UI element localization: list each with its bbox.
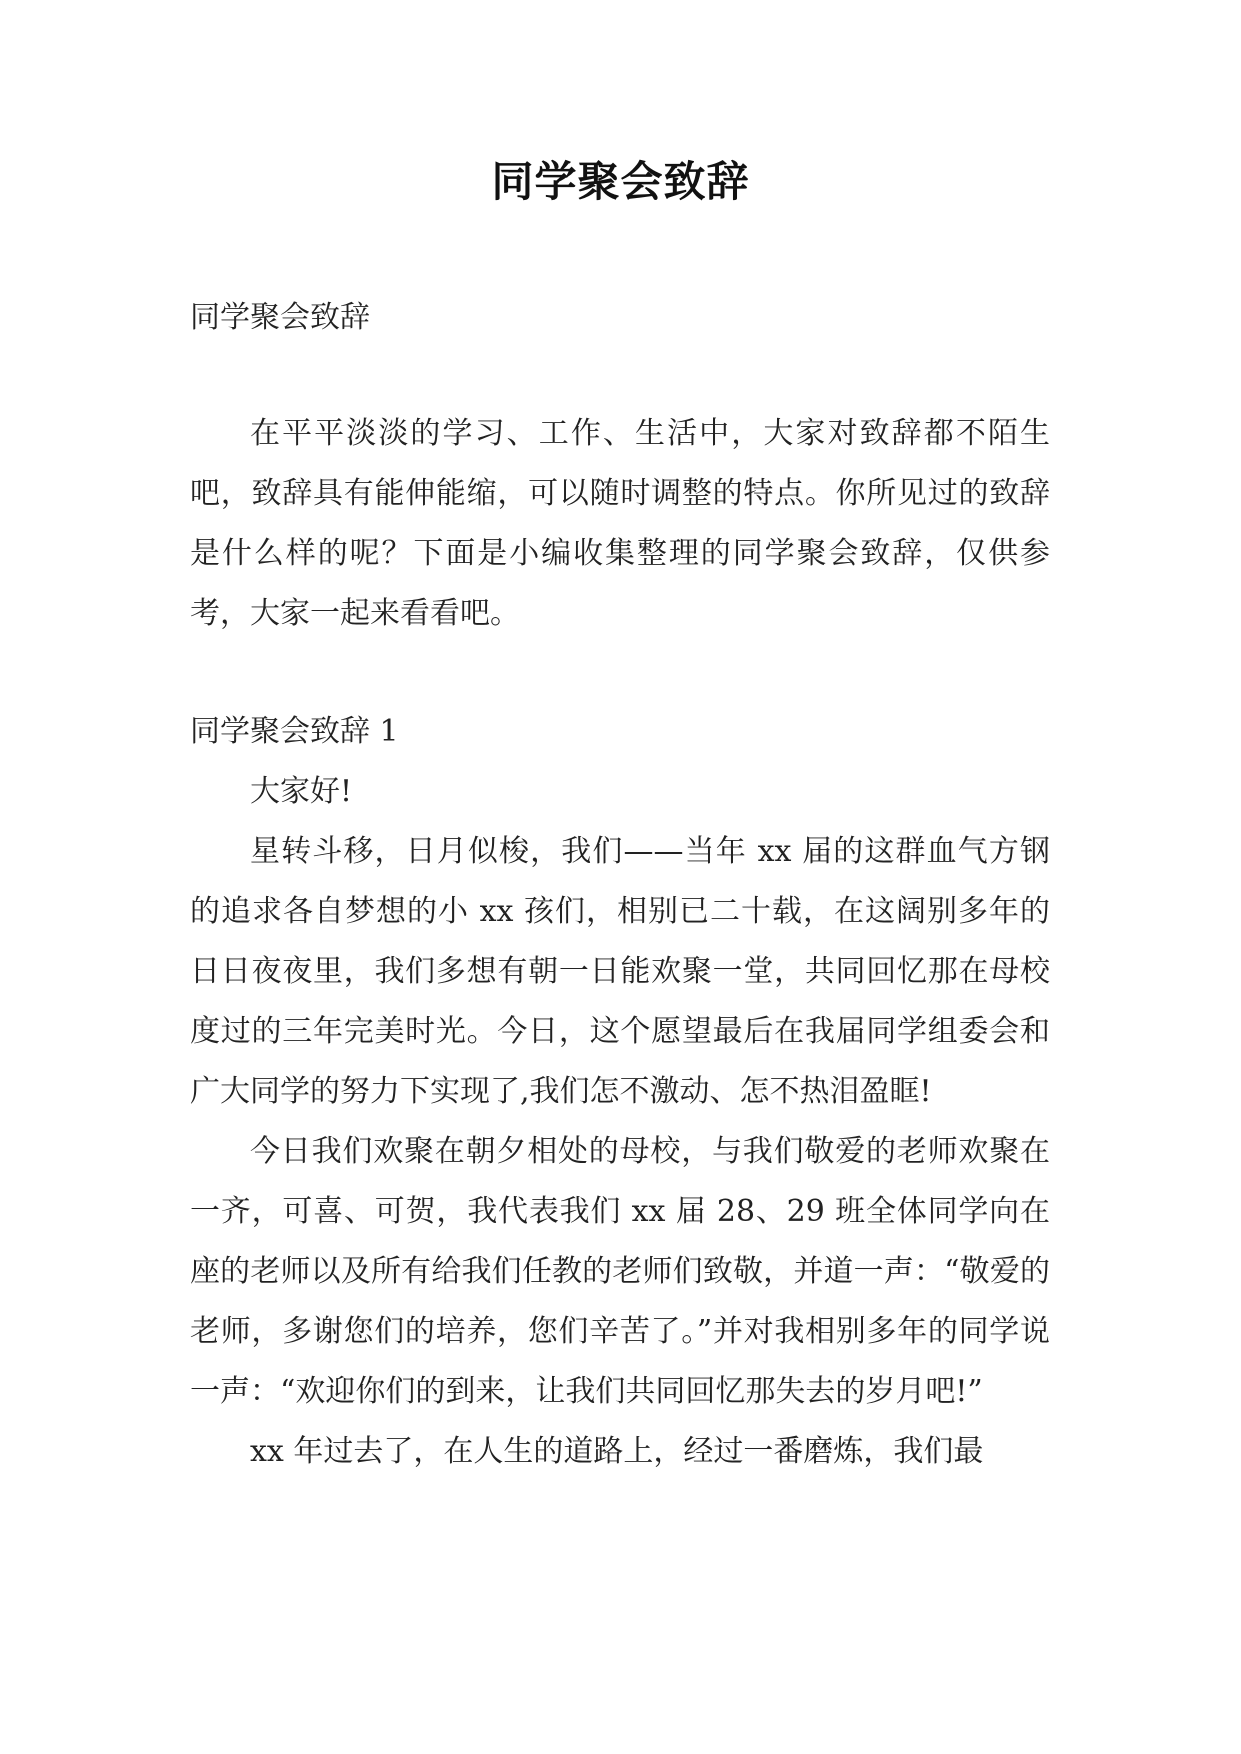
body-paragraph: 星转斗移，日月似梭，我们——当年 xx 届的这群血气方钢的追求各自梦想的小 xx 孩们，相别已二十载，在这阔别多年的日日夜夜里，我们多想有朝一日能欢聚一堂，共同回忆那在母校度过的三年完美时光。今日，这个愿望最后在我届同学组委会和广大同学的努力下实现了,我们怎不激动、怎不热泪盈眶! <box>190 834 1050 1109</box>
section-heading: 同学聚会致辞 1 <box>190 714 399 749</box>
document-title: 同学聚会致辞 <box>491 157 750 206</box>
document-body <box>190 288 1050 1482</box>
intro-paragraph: 在平平淡淡的学习、工作、生活中，大家对致辞都不陌生吧，致辞具有能伸能缩，可以随时调整的特点。你所见过的致辞是什么样的呢？下面是小编收集整理的同学聚会致辞，仅供参考，大家一起来看看吧。 <box>190 416 1050 631</box>
document-subtitle: 同学聚会致辞 <box>190 300 370 335</box>
body-paragraph: 今日我们欢聚在朝夕相处的母校，与我们敬爱的老师欢聚在一齐，可喜、可贺，我代表我们 xx 届 28、29 班全体同学向在座的老师以及所有给我们任教的老师们致敬，并道一声：“敬爱的老师，多谢您们的培养，您们辛苦了。”并对我相别多年的同学说一声：“欢迎你们的到来，让我们共同回忆那失去的岁月吧!” <box>190 1134 1050 1409</box>
greeting-paragraph: 大家好! <box>250 774 353 809</box>
body-paragraph: xx 年过去了，在人生的道路上，经过一番磨炼，我们最 <box>250 1434 984 1469</box>
